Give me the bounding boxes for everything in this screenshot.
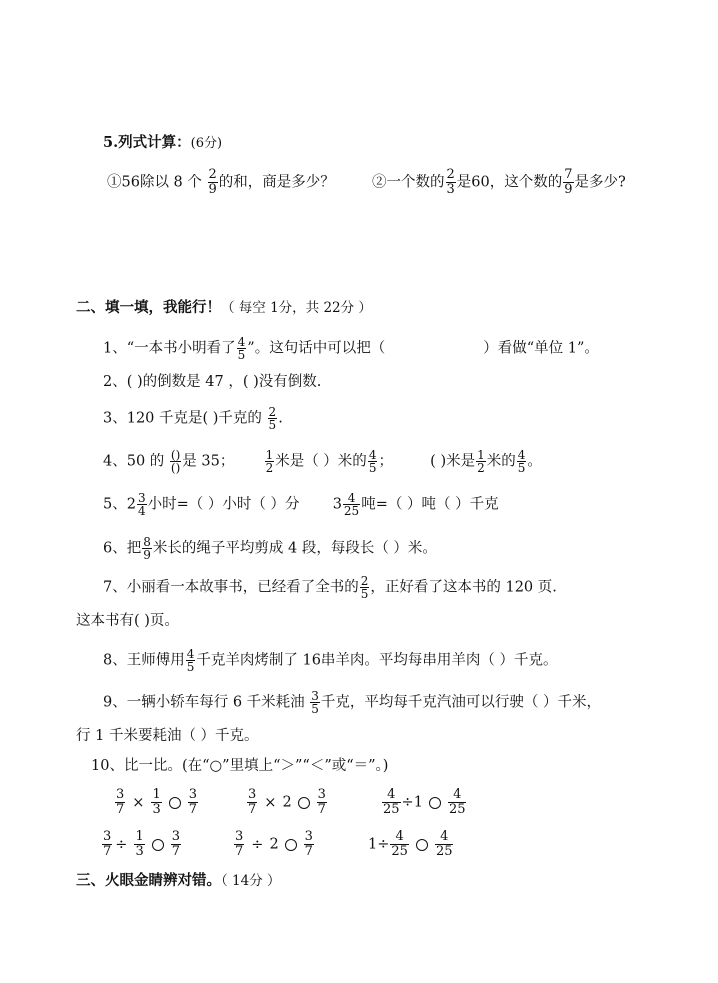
compare-row1-col2 xyxy=(246,788,328,817)
fill-q1-a: 1、“一本书小明看了 xyxy=(103,340,236,357)
fraction-4-25: $\frac{4}{25}$ xyxy=(343,491,360,518)
fraction-4-5: $\frac{4}{5}$ xyxy=(186,647,195,674)
divide-sign: ÷ xyxy=(401,794,414,811)
fill-q5-b: 小时=（ ）小时（ ）分 xyxy=(147,496,300,513)
fraction-3-5: $\frac{3}{5}$ xyxy=(311,689,319,716)
fraction-1-2: $\frac{1}{2}$ xyxy=(477,448,485,475)
fraction-4-25: $\frac{4}{25}$ xyxy=(391,829,408,859)
fraction-4-25: $\frac{4}{25}$ xyxy=(448,787,466,817)
compare-circle[interactable] xyxy=(285,839,297,851)
fraction-2-3: $\frac{2}{3}$ xyxy=(446,167,455,197)
compare-circle[interactable] xyxy=(298,797,310,809)
fill-q7-continued: 这本书有( )页。 xyxy=(76,613,179,629)
fill-q4-g: 。 xyxy=(527,453,542,470)
section5-title: 5.列式计算： xyxy=(103,134,191,151)
fraction-7-9: $\frac{7}{9}$ xyxy=(564,167,573,197)
fill-q4-c: 米是（ ）米的 xyxy=(275,453,367,470)
divide-sign: ÷ xyxy=(251,836,264,853)
q2-text-b: 是60，这个数的 xyxy=(456,174,563,191)
compare-row1-col1 xyxy=(114,788,199,817)
fraction-2-9: $\frac{2}{9}$ xyxy=(208,167,217,197)
compare-circle[interactable] xyxy=(152,839,164,851)
fraction-2-5: $\frac{2}{5}$ xyxy=(360,574,369,601)
fill-q6 xyxy=(103,536,437,561)
compare-circle[interactable] xyxy=(416,839,428,851)
fraction-1-3: $\frac{1}{3}$ xyxy=(152,787,161,817)
fill-q9 xyxy=(103,690,601,715)
fill-q9-b: 千克，平均每千克汽油可以行驶（ ）千米， xyxy=(320,694,602,711)
fraction-3-7: $\frac{3}{7}$ xyxy=(188,787,197,817)
fill-q10: 10、比一比。(在“○”里填上“＞”“＜”或“＝”。) xyxy=(91,758,389,774)
section5-heading xyxy=(103,133,222,154)
divide-sign: ÷ xyxy=(377,836,390,853)
compare-row2-col1 xyxy=(101,830,182,859)
compare-circle[interactable] xyxy=(429,797,441,809)
fill-q4 xyxy=(103,449,542,474)
fill-q9-a: 9、一辆小轿车每行 6 千米耗油 xyxy=(103,694,305,711)
fill-q2: 2、( )的倒数是 47 ，( )没有倒数. xyxy=(103,374,322,390)
fill-q6-b: 米长的绳子平均剪成 4 段，每段长（ ）米。 xyxy=(152,540,437,557)
fill-q9-continued: 行 1 千米要耗油（ ）千克。 xyxy=(76,728,259,744)
section5-question2 xyxy=(372,168,626,197)
number-2: 2 xyxy=(282,794,292,811)
fraction-4-25: $\frac{4}{25}$ xyxy=(435,829,453,859)
fraction-3-7: $\frac{3}{7}$ xyxy=(103,829,112,859)
compare-row1-col3 xyxy=(381,788,467,817)
fill-q4-e: ( )米是 xyxy=(430,453,476,470)
fraction-2-5: $\frac{2}{5}$ xyxy=(268,405,277,432)
fill-q3 xyxy=(103,406,283,431)
divide-sign: ÷ xyxy=(115,836,128,853)
fill-q8-b: 千克羊肉烤制了 16串羊肉。平均每串用羊肉（ ）千克。 xyxy=(196,652,558,669)
fraction-3-7: $\frac{3}{7}$ xyxy=(171,829,180,859)
fraction-blank: $\frac{()}{()}$ xyxy=(170,448,181,475)
fill-q7-a: 7、小丽看一本故事书，已经看了全书的 xyxy=(103,579,359,596)
fill-q1 xyxy=(103,336,599,361)
section3-points: （ 14分 ） xyxy=(221,873,281,889)
section3-title: 三、火眼金睛辨对错。 xyxy=(76,872,221,889)
fill-q8 xyxy=(103,648,558,673)
number-1: 1 xyxy=(413,794,423,811)
section3-heading xyxy=(76,871,281,891)
fill-q5-a: 5、2 xyxy=(103,496,136,513)
fill-q4-d: ； xyxy=(378,453,393,470)
section2-points: （ 每空 1分，共 22分 ） xyxy=(221,300,372,316)
fill-q1-c: ）看做“单位 1”。 xyxy=(483,340,599,357)
fraction-1-2: $\frac{1}{2}$ xyxy=(265,448,274,475)
fill-q5-c: 3 xyxy=(332,496,342,513)
compare-row2-col2 xyxy=(233,830,315,859)
times-sign: × xyxy=(264,794,277,811)
fill-q5 xyxy=(103,492,499,517)
fraction-3-7: $\frac{3}{7}$ xyxy=(235,829,244,859)
fraction-3-7: $\frac{3}{7}$ xyxy=(317,787,326,817)
number-1: 1 xyxy=(368,836,378,853)
section5-question1 xyxy=(107,168,335,197)
q2-text-c: 是多少? xyxy=(574,174,626,191)
fraction-4-5: $\frac{4}{5}$ xyxy=(237,335,246,362)
section2-title: 二、填一填，我能行！ xyxy=(76,299,221,316)
number-2: 2 xyxy=(269,836,279,853)
fraction-8-9: $\frac{8}{9}$ xyxy=(143,535,151,562)
q1-text-a: ①56除以 8 个 xyxy=(107,174,202,191)
fill-q6-a: 6、把 xyxy=(103,540,142,557)
section5-points: (6分) xyxy=(190,136,223,151)
fraction-3-4: $\frac{3}{4}$ xyxy=(137,491,146,518)
fill-q3-b: . xyxy=(278,410,283,427)
fraction-1-3: $\frac{1}{3}$ xyxy=(135,829,144,859)
fraction-3-7: $\frac{3}{7}$ xyxy=(304,829,313,859)
fill-q5-d: 吨=（ ）吨（ ）千克 xyxy=(361,496,499,513)
fraction-4-25: $\frac{4}{25}$ xyxy=(383,787,400,817)
fill-q7 xyxy=(103,575,557,600)
fraction-3-7: $\frac{3}{7}$ xyxy=(248,787,257,817)
q2-text-a: ②一个数的 xyxy=(372,174,445,191)
fraction-3-7: $\frac{3}{7}$ xyxy=(116,787,125,817)
times-sign: × xyxy=(132,794,145,811)
fill-q3-a: 3、120 千克是( )千克的 xyxy=(103,410,262,427)
fill-q8-a: 8、王师傅用 xyxy=(103,652,185,669)
fill-q4-f: 米的 xyxy=(486,453,516,470)
fill-q4-a: 4、50 的 xyxy=(103,453,165,470)
fill-q7-b: ，正好看了这本书的 120 页. xyxy=(370,579,557,596)
section2-heading xyxy=(76,298,372,318)
fill-q1-b: ”。这句话中可以把（ xyxy=(247,340,386,357)
compare-circle[interactable] xyxy=(169,797,181,809)
q1-text-b: 的和，商是多少？ xyxy=(218,174,335,191)
fill-q4-b: 是 35； xyxy=(182,453,235,470)
compare-row2-col3 xyxy=(368,830,454,859)
fraction-4-5: $\frac{4}{5}$ xyxy=(517,448,526,475)
fraction-4-5: $\frac{4}{5}$ xyxy=(368,448,377,475)
